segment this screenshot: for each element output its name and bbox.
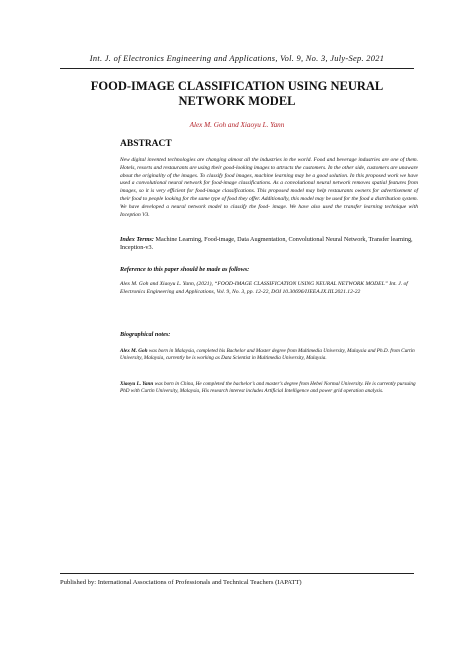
index-terms-text: Machine Learning, Food-image, Data Augmentation, Convolutional Neural Network, Transfer learning, Inception-v3. xyxy=(120,236,413,251)
bio-name: Xiaoyu L. Yann xyxy=(120,381,154,387)
publisher-footer: Published by: International Associations of Professionals and Technical Teachers (IAPATT) xyxy=(60,579,302,586)
abstract-text: New digital invented technologies are changing almost all the industries in the world. Food and beverage industries are one of them. Hotels, resorts and restaurants are using their good-looking images to attracts the customers. In the other side, customers are unaware about the originality of the images. To classify food images, machine learning may be a good solution. In this proposed work we have used a convolutional neural network for food-image classifications. As a convolutional neural network removes spatial features from images, so it is very efficient for food-image classifications. This proposed model may help restaurants owners for advertisement of their food to people looking for the same type of food they offer. Additionally, this model may be used for the food a distribution system. We have developed a neural network model to classify the food- image. We have also used the transfer learning technique with Inception V3. xyxy=(120,157,418,218)
index-terms xyxy=(120,236,418,252)
paper-authors: Alex M. Goh and Xiaoyu L. Yann xyxy=(189,121,285,129)
reference-text: Alex M. Goh and Xiaoyu L. Yann, (2021), “FOOD-IMAGE CLASSIFICATION USING NEURAL NETWORK MODEL” Int. J. of Electronics Engineering and Applications, Vol. 9, No. 3, pp. 12-22, DOI 10.30696/IJEEA.IX.III.2021.12-22 xyxy=(120,281,408,295)
bio-heading: Biographical notes: xyxy=(120,331,171,338)
bio-text: was born in Malaysia, completed his Bachelor and Master degree from Multimedia University, Malaysia and Ph.D. from Curtin University, Malaysia, currently he is working as Data Scientist in Multimedia University, Malaysia. xyxy=(120,348,415,362)
journal-header: Int. J. of Electronics Engineering and Applications, Vol. 9, No. 3, July-Sep. 2021 xyxy=(89,54,385,63)
index-terms-label: Index Terms: xyxy=(120,236,154,243)
abstract-heading: ABSTRACT xyxy=(120,139,172,149)
header-divider xyxy=(60,68,414,69)
reference-heading: Reference to this paper should be made as follows: xyxy=(120,266,250,273)
footer-divider xyxy=(60,573,414,574)
bio-text: was born in China, He completed the bachelor’s and master’s degree from Hebei Normal University. He is currently pursuing PhD with Curtin University, Malaysia, His research interest includes Artificial Intelligence and power grid operation analysis. xyxy=(120,381,416,395)
paper-title: FOOD-IMAGE CLASSIFICATION USING NEURAL NETWORK MODEL xyxy=(90,79,384,108)
bio-entry xyxy=(120,381,418,396)
bio-name: Alex M. Goh xyxy=(120,348,148,354)
bio-entry xyxy=(120,348,418,363)
